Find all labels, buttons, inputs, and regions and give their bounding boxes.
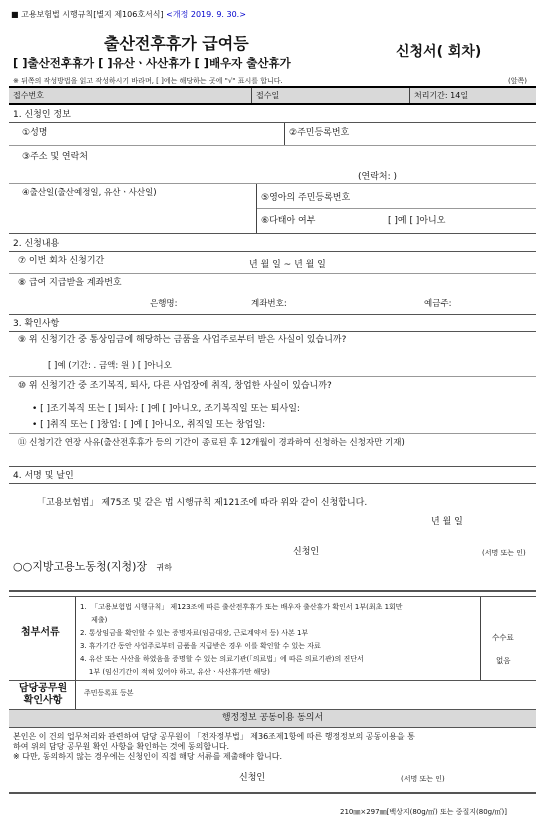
account-no-field[interactable]: 계좌번호: <box>251 299 287 309</box>
divider <box>9 251 536 252</box>
bank-name-field[interactable]: 은행명: <box>150 299 178 309</box>
section2-title: 2. 신청내용 <box>13 239 60 249</box>
consent-text-2: 하여 위의 담당 공무원 확인 사항을 확인하는 것에 동의합니다. <box>13 742 230 751</box>
divider <box>9 233 536 234</box>
attachment-item: 1부 (임신기간이 적혀 있어야 하고, 유산ㆍ사산휴가만 해당) <box>80 668 270 676</box>
divider <box>9 314 536 315</box>
processing-period: 처리기간: 14일 <box>414 91 469 100</box>
signature-date[interactable]: 년 월 일 <box>431 517 463 527</box>
divider <box>9 103 536 105</box>
attachment-item: 1. 「고용보험법 시행규칙」 제123조에 따른 출산전후휴가 또는 배우자 출산휴가 확인서 1부(최초 1회만 <box>80 603 403 611</box>
divider <box>9 483 536 484</box>
attachment-item: 4. 유산 또는 사산을 하였음을 증명할 수 있는 의료기관(「의료법」에 따른 의료기관)의 진단서 <box>80 655 364 663</box>
notice-text: ※ 뒤쪽의 작성방법을 읽고 작성하시기 바라며, [ ]에는 해당하는 곳에 "√" 표시를 합니다. <box>13 77 283 85</box>
divider <box>480 597 481 680</box>
address-field[interactable]: ③주소 및 연락처 <box>22 152 88 162</box>
name-field[interactable]: ①성명 <box>22 128 48 138</box>
form-ref-text: ■ 고용보험법 시행규칙[별지 제106호서식] <box>11 10 164 19</box>
divider <box>9 433 536 434</box>
divider <box>9 590 536 592</box>
question-9: ⑨ 위 신청기간 중 통상임금에 해당하는 금품을 사업주로부터 받은 사실이 있습니까? <box>18 335 347 345</box>
divider <box>9 680 536 681</box>
account-holder-field[interactable]: 예금주: <box>424 299 452 309</box>
attachments-label: 첨부서류 <box>21 627 60 638</box>
consent-text-1: 본인은 이 건의 업무처리와 관련하여 담당 공무원이 「전자정부법」 제36조제1항에 따른 행정정보의 공동이용을 통 <box>13 732 415 741</box>
rrn-field[interactable]: ②주민등록번호 <box>289 128 350 138</box>
page-side: (앞쪽) <box>508 77 527 85</box>
receipt-date-label: 접수일 <box>256 91 280 100</box>
consent-title: 행정정보 공동이용 동의서 <box>221 713 324 723</box>
receipt-no-label: 접수번호 <box>13 91 44 100</box>
period-value[interactable]: 년 월 일 ~ 년 월 일 <box>249 260 326 270</box>
divider <box>9 596 536 597</box>
divider <box>251 88 252 103</box>
honorific: 귀하 <box>156 563 173 572</box>
question-11: ⑪ 신청기간 연장 사유(출산전후휴가 등의 기간이 종료된 후 12개월이 경과하여 신청하는 신청자만 기재) <box>18 438 405 448</box>
request-title: 신청서( 회차) <box>396 44 482 60</box>
question-9-answer[interactable]: [ ]예 (기간: . 금액: 원 ) [ ]아니오 <box>48 361 172 371</box>
section3-title: 3. 확인사항 <box>13 319 60 329</box>
recipient <box>13 561 172 574</box>
form-title: 출산전후휴가 급여등 <box>104 34 249 53</box>
officer-check-label: 담당공무원 확인사항 <box>18 683 68 706</box>
divider <box>9 183 536 184</box>
recipient-office: ○○지방고용노동청(지청)장 <box>13 560 148 573</box>
divider <box>9 792 536 794</box>
divider <box>284 123 285 145</box>
bank-account-label: ⑧ 급여 지급받을 계좌번호 <box>18 278 122 288</box>
attachments-list <box>80 601 480 679</box>
section4-title: 4. 서명 및 날인 <box>13 471 74 481</box>
consent-text-3: ※ 다만, 동의하지 않는 경우에는 신청인이 직접 해당 서류를 제출해야 합니다. <box>13 752 283 761</box>
multiple-birth-options[interactable]: [ ]예 [ ]아니오 <box>388 216 446 226</box>
form-reference <box>11 10 246 19</box>
multiple-birth-label: ⑥다태아 여부 <box>261 216 316 226</box>
applicant-label: 신청인 <box>293 547 320 557</box>
divider <box>75 597 76 709</box>
attachment-item: 2. 통상임금을 확인할 수 있는 증명자료(임금대장, 근로계약서 등) 사본 1부 <box>80 629 309 637</box>
divider <box>9 273 536 274</box>
birth-date-field[interactable]: ④출산일(출산예정일, 유산ㆍ사산일) <box>22 188 157 198</box>
divider <box>9 331 536 332</box>
revision-date: <개정 2019. 9. 30.> <box>166 10 246 19</box>
declaration-text: 「고용보험법」 제75조 및 같은 법 시행규칙 제121조에 따라 위와 같이 신청합니다. <box>37 498 368 508</box>
child-rrn-field[interactable]: ⑤영아의 주민등록번호 <box>261 193 351 203</box>
section1-title: 1. 신청인 정보 <box>13 110 71 120</box>
applicant-sign[interactable]: (서명 또는 인) <box>482 549 526 557</box>
divider <box>409 88 410 103</box>
divider <box>9 466 536 467</box>
divider <box>9 122 536 123</box>
question-10-line1[interactable]: • [ ]조기복직 또는 [ ]퇴사: [ ]예 [ ]아니오, 조기복직일 또는 퇴사일: <box>32 404 300 414</box>
question-10-line2[interactable]: • [ ]취직 또는 [ ]창업: [ ]예 [ ]아니오, 취직일 또는 창업일: <box>32 420 266 430</box>
divider <box>257 208 536 209</box>
fee-label: 수수료 <box>492 633 514 642</box>
contact-field[interactable]: (연락처: ) <box>358 172 397 182</box>
divider <box>9 727 536 728</box>
consent-applicant-label: 신청인 <box>239 773 266 783</box>
attachment-item: 3. 휴가기간 동안 사업주로부터 금품을 지급받은 경우 이를 확인할 수 있는 자료 <box>80 642 321 650</box>
divider <box>9 376 536 377</box>
fee-value: 없음 <box>496 656 511 665</box>
officer-check-value: 주민등록표 등본 <box>84 689 134 697</box>
paper-spec: 210㎜×297㎜[백상지(80g/㎡) 또는 중질지(80g/㎡)] <box>340 808 507 816</box>
attachment-item: 제출) <box>80 616 108 624</box>
question-10: ⑩ 위 신청기간 중 조기복직, 퇴사, 다른 사업장에 취직, 창업한 사실이 있습니까? <box>18 381 332 391</box>
form-subtitle: [ ]출산전후휴가 [ ]유산ㆍ사산휴가 [ ]배우자 출산휴가 <box>13 56 291 70</box>
divider <box>9 145 536 146</box>
consent-sign[interactable]: (서명 또는 인) <box>401 775 445 783</box>
period-label: ⑦ 이번 회차 신청기간 <box>18 256 105 266</box>
